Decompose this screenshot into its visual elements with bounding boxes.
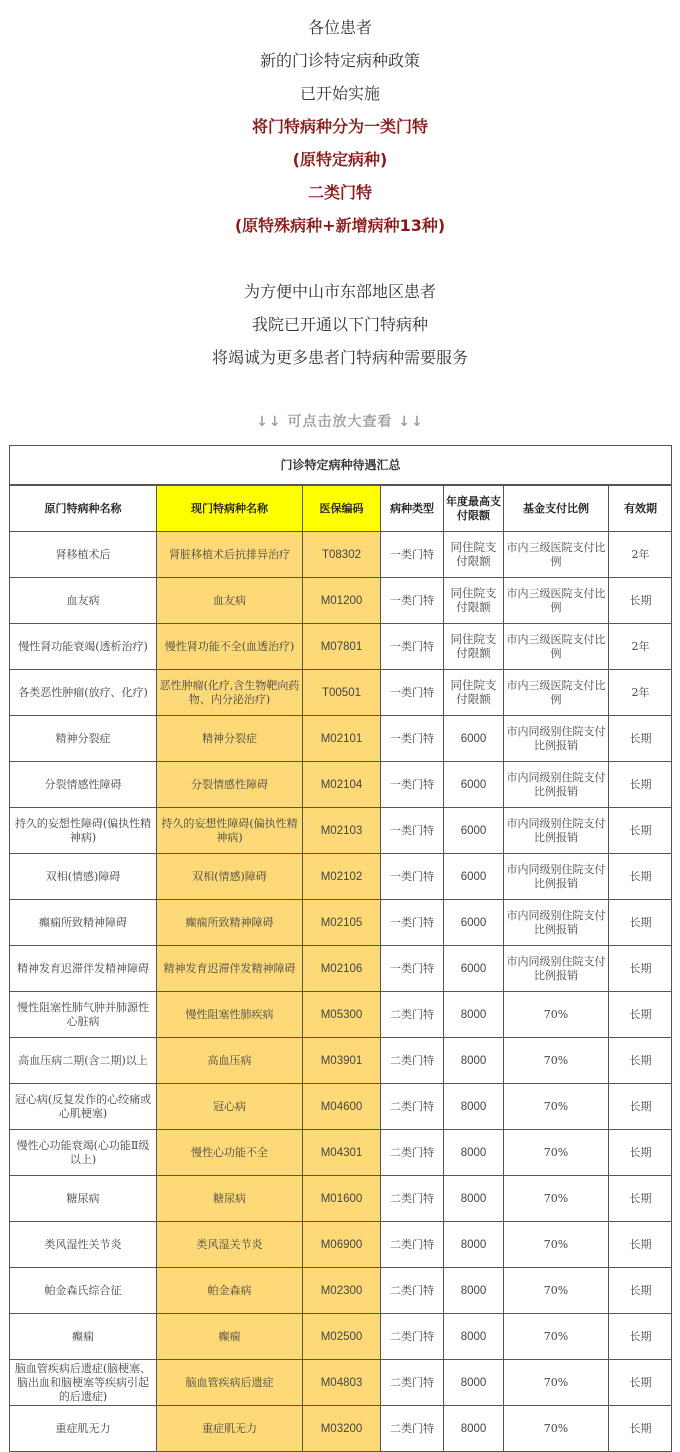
cell-validity: 长期: [609, 1314, 673, 1360]
cell-type: 二类门特: [381, 1360, 444, 1406]
intro-line: 将竭诚为更多患者门特病种需要服务: [211, 348, 468, 367]
intro-line: 我院已开通以下门特病种: [251, 315, 428, 334]
cell-new-name: 高血压病: [157, 1038, 303, 1084]
cell-type: 二类门特: [381, 1406, 444, 1452]
cell-new-name: 精神发育迟滞伴发精神障碍: [157, 946, 303, 992]
table-row: [10, 1314, 673, 1360]
cell-code: M02300: [303, 1268, 381, 1314]
cell-validity: 长期: [609, 1406, 673, 1452]
table-title: 门诊特定病种待遇汇总: [10, 446, 671, 485]
cell-type: 一类门特: [381, 854, 444, 900]
cell-validity: 长期: [609, 946, 673, 992]
cell-limit: 8000: [444, 1130, 504, 1176]
header-ratio: 基金支付比例: [504, 486, 609, 532]
cell-limit: 8000: [444, 1084, 504, 1130]
cell-ratio: 市内三级医院支付比例: [504, 578, 609, 624]
cell-validity: 2年: [609, 624, 673, 670]
table-row: [10, 854, 673, 900]
table-row: [10, 1176, 673, 1222]
cell-new-name: 帕金森病: [157, 1268, 303, 1314]
cell-old-name: 类风湿性关节炎: [10, 1222, 157, 1268]
table-row: [10, 624, 673, 670]
cell-old-name: 肾移植术后: [10, 532, 157, 578]
cell-code: M07801: [303, 624, 381, 670]
cell-type: 二类门特: [381, 1222, 444, 1268]
cell-ratio: 70%: [504, 1360, 609, 1406]
cell-type: 二类门特: [381, 1268, 444, 1314]
cell-old-name: 癫痫所致精神障碍: [10, 900, 157, 946]
cell-type: 二类门特: [381, 1038, 444, 1084]
cell-code: M04803: [303, 1360, 381, 1406]
cell-old-name: 各类恶性肿瘤(放疗、化疗): [10, 670, 157, 716]
cell-limit: 8000: [444, 992, 504, 1038]
table-row: [10, 532, 673, 578]
table-row: [10, 1038, 673, 1084]
cell-type: 二类门特: [381, 992, 444, 1038]
cell-limit: 6000: [444, 946, 504, 992]
table-row: [10, 808, 673, 854]
cell-type: 一类门特: [381, 716, 444, 762]
table-row: [10, 992, 673, 1038]
cell-old-name: 持久的妄想性障碍(偏执性精神病): [10, 808, 157, 854]
cell-ratio: 70%: [504, 1084, 609, 1130]
cell-code: M03200: [303, 1406, 381, 1452]
cell-ratio: 市内同级别住院支付比例报销: [504, 900, 609, 946]
cell-type: 一类门特: [381, 762, 444, 808]
header-code: 医保编码: [303, 486, 381, 532]
cell-old-name: 慢性阻塞性肺气肿并肺源性心脏病: [10, 992, 157, 1038]
cell-old-name: 糖尿病: [10, 1176, 157, 1222]
cell-ratio: 70%: [504, 1268, 609, 1314]
cell-ratio: 70%: [504, 1176, 609, 1222]
cell-code: M01200: [303, 578, 381, 624]
intro-line: 各位患者: [307, 18, 372, 37]
table-row: [10, 1268, 673, 1314]
table-row: [10, 762, 673, 808]
cell-validity: 长期: [609, 762, 673, 808]
header-new-name: 现门特病种名称: [157, 486, 303, 532]
cell-new-name: 持久的妄想性障碍(偏执性精神病): [157, 808, 303, 854]
cell-ratio: 市内同级别住院支付比例报销: [504, 808, 609, 854]
cell-new-name: 癫痫: [157, 1314, 303, 1360]
cell-code: M02102: [303, 854, 381, 900]
cell-code: M03901: [303, 1038, 381, 1084]
intro-line: 为方便中山市东部地区患者: [243, 282, 436, 301]
cell-old-name: 重症肌无力: [10, 1406, 157, 1452]
cell-new-name: 冠心病: [157, 1084, 303, 1130]
cell-type: 一类门特: [381, 532, 444, 578]
cell-ratio: 70%: [504, 1038, 609, 1084]
header-old-name: 原门特病种名称: [10, 486, 157, 532]
cell-limit: 同住院支付限额: [444, 578, 504, 624]
cell-ratio: 市内同级别住院支付比例报销: [504, 854, 609, 900]
cell-limit: 8000: [444, 1038, 504, 1084]
cell-new-name: 慢性心功能不全: [157, 1130, 303, 1176]
cell-ratio: 70%: [504, 1130, 609, 1176]
cell-new-name: 慢性肾功能不全(血透治疗): [157, 624, 303, 670]
cell-code: M04301: [303, 1130, 381, 1176]
cell-limit: 8000: [444, 1176, 504, 1222]
cell-old-name: 分裂情感性障碍: [10, 762, 157, 808]
cell-type: 一类门特: [381, 900, 444, 946]
table-row: [10, 1360, 673, 1406]
cell-type: 一类门特: [381, 624, 444, 670]
table-row: [10, 946, 673, 992]
cell-new-name: 癫痫所致精神障碍: [157, 900, 303, 946]
table-row: [10, 1222, 673, 1268]
cell-new-name: 恶性肿瘤(化疗,含生物靶向药物、内分泌治疗): [157, 670, 303, 716]
cell-validity: 长期: [609, 1222, 673, 1268]
cell-validity: 长期: [609, 578, 673, 624]
cell-type: 二类门特: [381, 1314, 444, 1360]
intro-line: 已开始实施: [299, 84, 380, 103]
cell-old-name: 血友病: [10, 578, 157, 624]
cell-validity: 长期: [609, 808, 673, 854]
table-row: [10, 1084, 673, 1130]
cell-old-name: 冠心病(反复发作的心绞痛或心肌梗塞): [10, 1084, 157, 1130]
cell-new-name: 重症肌无力: [157, 1406, 303, 1452]
cell-new-name: 双相(情感)障碍: [157, 854, 303, 900]
table-row: [10, 578, 673, 624]
cell-new-name: 类风湿关节炎: [157, 1222, 303, 1268]
cell-limit: 8000: [444, 1406, 504, 1452]
table-row: [10, 900, 673, 946]
cell-code: M06900: [303, 1222, 381, 1268]
cell-old-name: 精神分裂症: [10, 716, 157, 762]
cell-code: M02101: [303, 716, 381, 762]
cell-validity: 长期: [609, 1130, 673, 1176]
cell-ratio: 70%: [504, 992, 609, 1038]
cell-limit: 6000: [444, 808, 504, 854]
cell-ratio: 市内同级别住院支付比例报销: [504, 716, 609, 762]
cell-type: 二类门特: [381, 1176, 444, 1222]
cell-new-name: 分裂情感性障碍: [157, 762, 303, 808]
cell-type: 一类门特: [381, 808, 444, 854]
table-row: [10, 670, 673, 716]
cell-limit: 8000: [444, 1222, 504, 1268]
cell-ratio: 市内同级别住院支付比例报销: [504, 946, 609, 992]
cell-old-name: 帕金森氏综合征: [10, 1268, 157, 1314]
cell-code: M02106: [303, 946, 381, 992]
cell-validity: 长期: [609, 1176, 673, 1222]
cell-ratio: 市内同级别住院支付比例报销: [504, 762, 609, 808]
table-row: [10, 1406, 673, 1452]
cell-old-name: 慢性心功能衰竭(心功能Ⅱ级以上): [10, 1130, 157, 1176]
zoom-hint: ↓↓ 可点击放大查看 ↓↓: [256, 414, 424, 430]
cell-limit: 8000: [444, 1314, 504, 1360]
cell-validity: 长期: [609, 1084, 673, 1130]
cell-validity: 长期: [609, 900, 673, 946]
cell-validity: 长期: [609, 1268, 673, 1314]
cell-old-name: 脑血管疾病后遗症(脑梗塞、脑出血和脑梗塞等疾病引起的后遗症): [10, 1360, 157, 1406]
cell-new-name: 血友病: [157, 578, 303, 624]
cell-limit: 同住院支付限额: [444, 624, 504, 670]
cell-code: M01600: [303, 1176, 381, 1222]
disease-table-image[interactable]: [9, 445, 672, 1452]
cell-ratio: 70%: [504, 1222, 609, 1268]
cell-code: M02103: [303, 808, 381, 854]
table-row: [10, 1130, 673, 1176]
cell-validity: 长期: [609, 1038, 673, 1084]
cell-limit: 6000: [444, 762, 504, 808]
cell-code: M02104: [303, 762, 381, 808]
cell-code: M04600: [303, 1084, 381, 1130]
header-validity: 有效期: [609, 486, 673, 532]
cell-new-name: 肾脏移植术后抗排异治疗: [157, 532, 303, 578]
cell-type: 二类门特: [381, 1084, 444, 1130]
cell-type: 一类门特: [381, 670, 444, 716]
cell-limit: 8000: [444, 1360, 504, 1406]
cell-old-name: 双相(情感)障碍: [10, 854, 157, 900]
cell-validity: 长期: [609, 716, 673, 762]
cell-code: T08302: [303, 532, 381, 578]
cell-new-name: 脑血管疾病后遗症: [157, 1360, 303, 1406]
cell-ratio: 市内三级医院支付比例: [504, 624, 609, 670]
cell-limit: 同住院支付限额: [444, 532, 504, 578]
table-header-row: [10, 486, 673, 532]
cell-limit: 6000: [444, 900, 504, 946]
cell-new-name: 糖尿病: [157, 1176, 303, 1222]
cell-limit: 6000: [444, 716, 504, 762]
intro-red-line: (原特殊病种+新增病种13种): [234, 216, 446, 235]
cell-limit: 同住院支付限额: [444, 670, 504, 716]
intro-red-line: 二类门特: [307, 183, 372, 202]
cell-code: M05300: [303, 992, 381, 1038]
cell-validity: 长期: [609, 992, 673, 1038]
cell-old-name: 精神发育迟滞伴发精神障碍: [10, 946, 157, 992]
intro-red-line: (原特定病种): [292, 150, 388, 169]
intro-red-line: 将门特病种分为一类门特: [251, 117, 428, 136]
cell-validity: 长期: [609, 1360, 673, 1406]
cell-type: 一类门特: [381, 578, 444, 624]
cell-validity: 长期: [609, 854, 673, 900]
cell-type: 二类门特: [381, 1130, 444, 1176]
cell-code: M02105: [303, 900, 381, 946]
cell-code: T00501: [303, 670, 381, 716]
disease-table: [9, 485, 672, 1452]
cell-validity: 2年: [609, 670, 673, 716]
cell-new-name: 精神分裂症: [157, 716, 303, 762]
cell-old-name: 慢性肾功能衰竭(透析治疗): [10, 624, 157, 670]
cell-limit: 6000: [444, 854, 504, 900]
cell-new-name: 慢性阻塞性肺疾病: [157, 992, 303, 1038]
cell-ratio: 市内三级医院支付比例: [504, 670, 609, 716]
cell-code: M02500: [303, 1314, 381, 1360]
cell-old-name: 癫痫: [10, 1314, 157, 1360]
cell-validity: 2年: [609, 532, 673, 578]
cell-type: 一类门特: [381, 946, 444, 992]
cell-limit: 8000: [444, 1268, 504, 1314]
cell-old-name: 高血压病二期(含二期)以上: [10, 1038, 157, 1084]
table-row: [10, 716, 673, 762]
intro-line: 新的门诊特定病种政策: [259, 51, 420, 70]
cell-ratio: 市内三级医院支付比例: [504, 532, 609, 578]
header-limit: 年度最高支付限额: [444, 486, 504, 532]
cell-ratio: 70%: [504, 1314, 609, 1360]
cell-ratio: 70%: [504, 1406, 609, 1452]
header-type: 病种类型: [381, 486, 444, 532]
